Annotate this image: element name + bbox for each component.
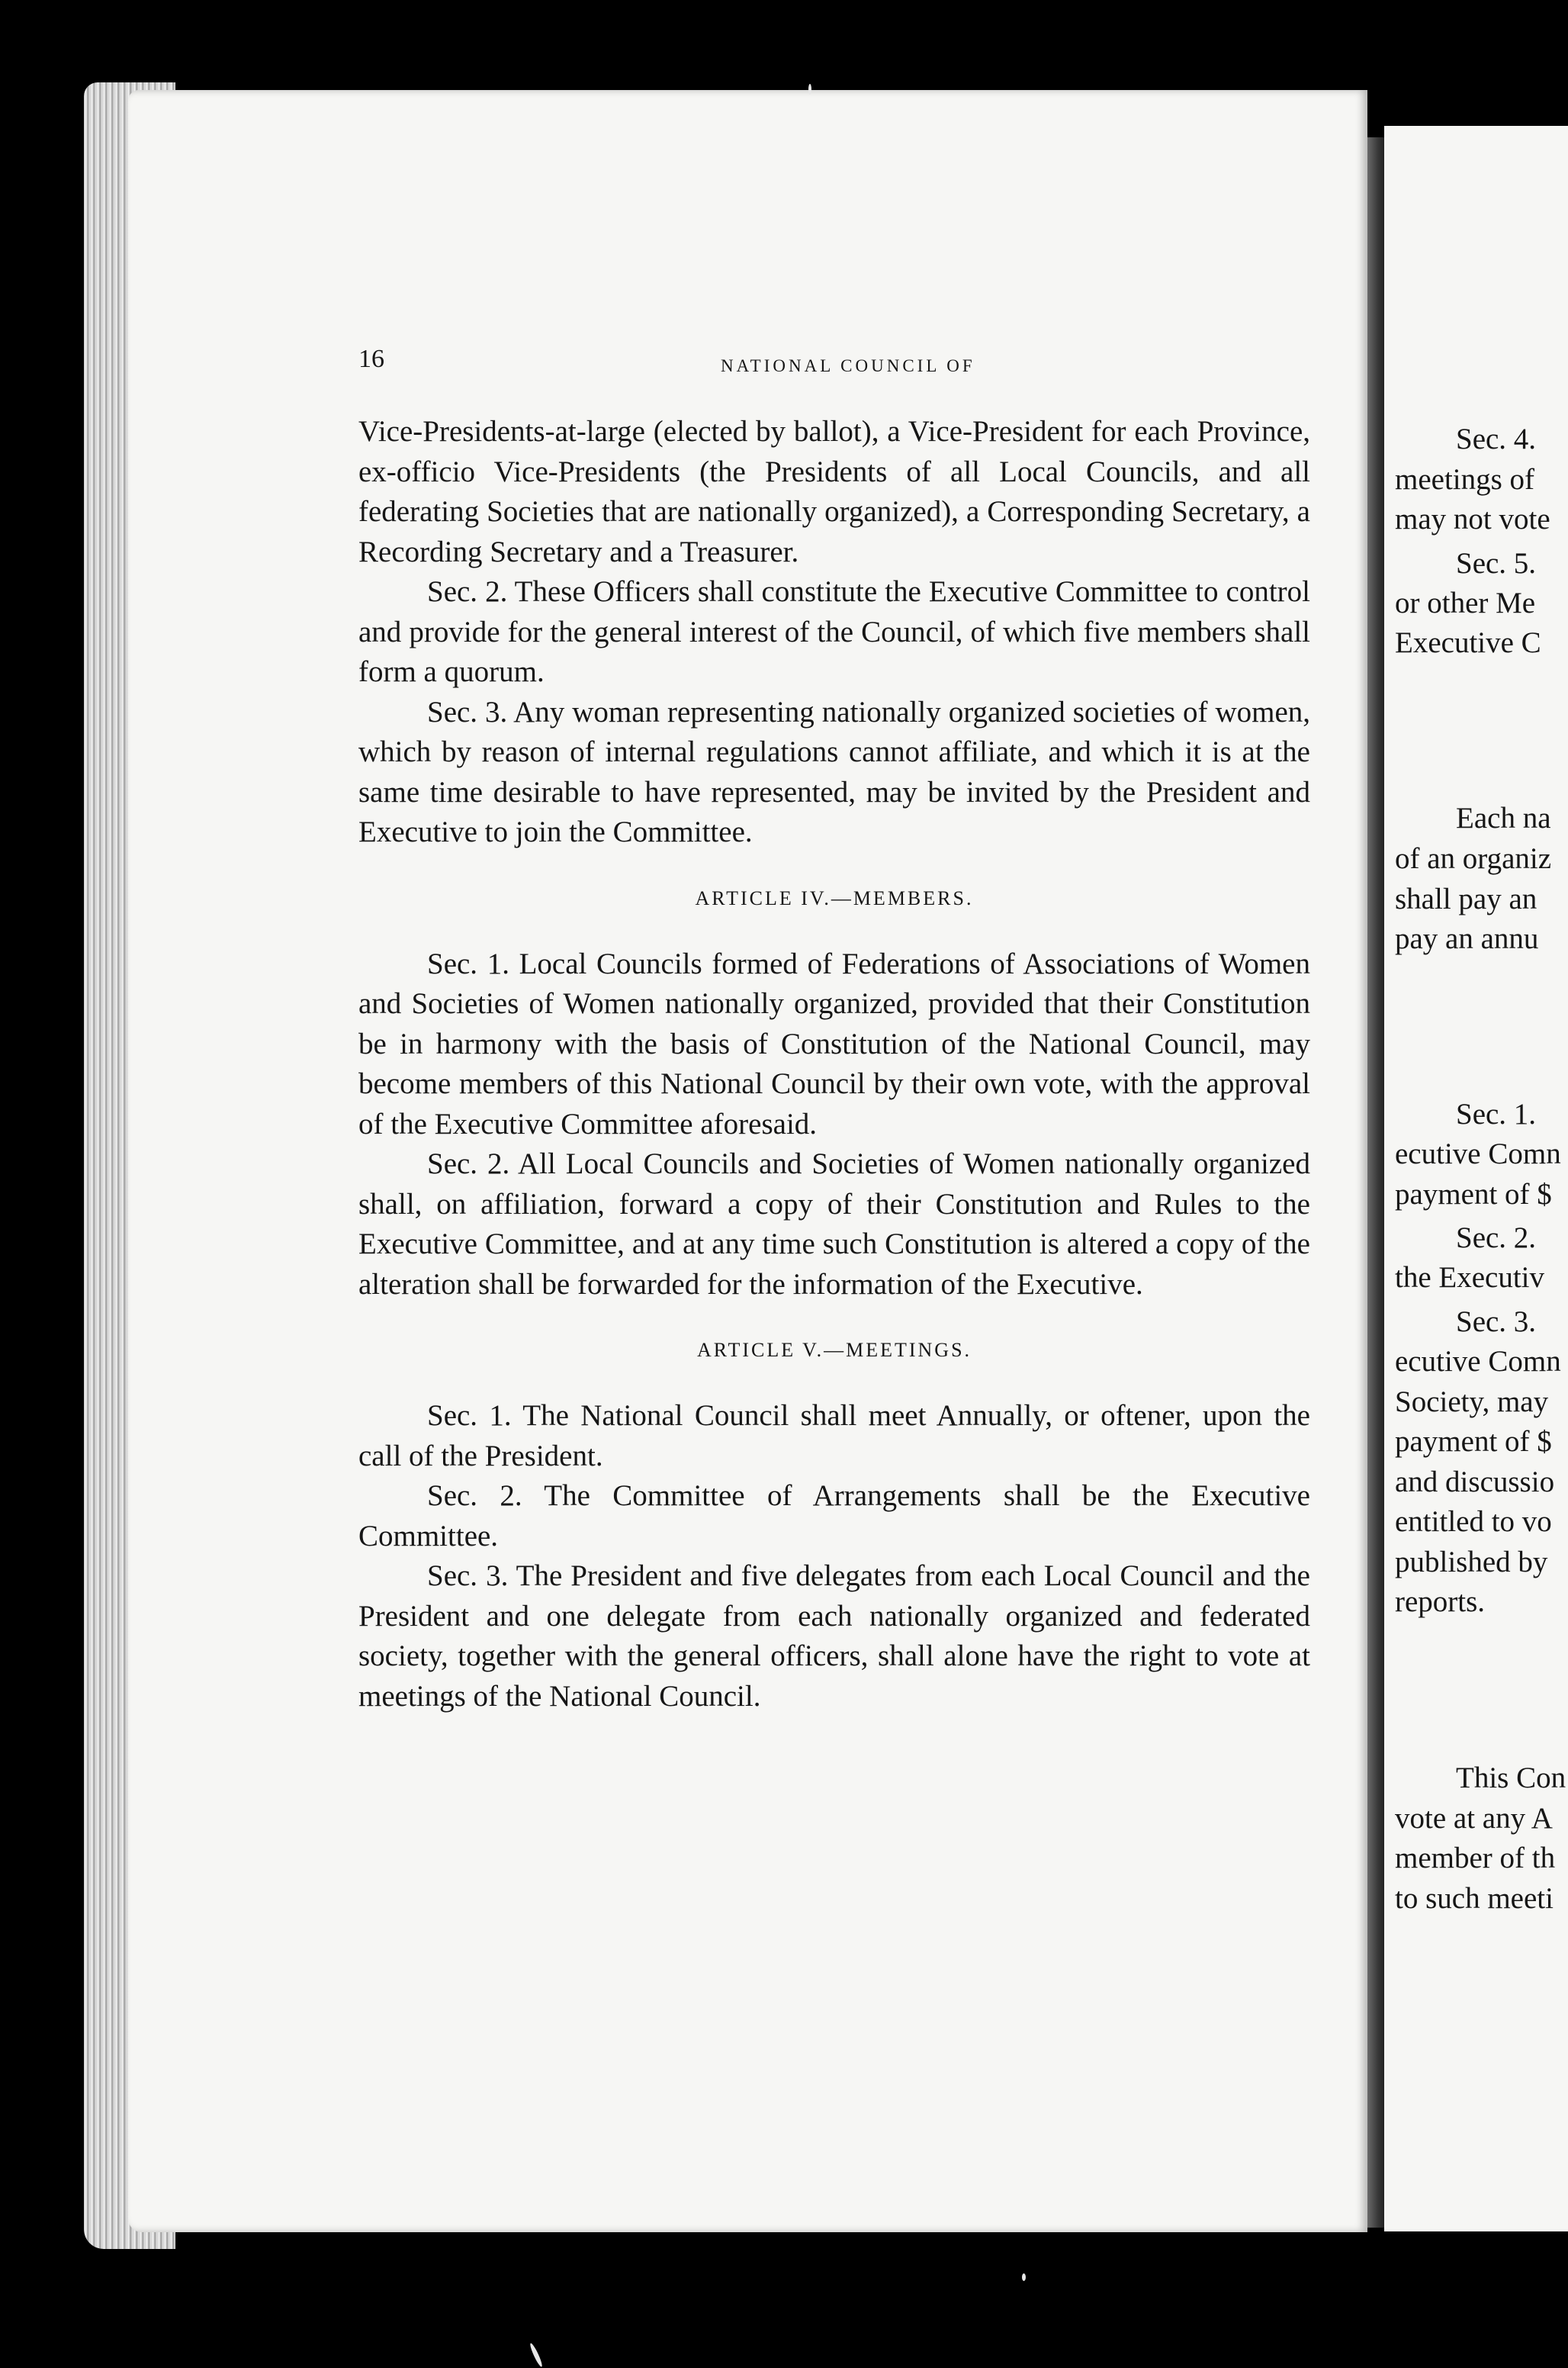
right-page <box>1384 126 1568 2231</box>
article3-sec3: Sec. 3. Any woman representing nationally organized societies of women, which by reason of internal regulations cannot affiliate, and which it is at the same time desirable to have represented, may be invited by the President and Executive to join the Committee. <box>358 695 1310 848</box>
right-line: to such meeti <box>1395 1882 1554 1915</box>
officers-paragraph: Vice-Presidents-at-large (elected by ballot), a Vice-President for each Province, ex-officio Vice-Presidents (the Presidents of all Local Councils, and all federating Societies that are nationally organized), a Corresponding Secretary, a Recording Secretary and a Treasurer. <box>358 415 1310 568</box>
film-speck <box>529 2342 544 2367</box>
right-line: vote at any A <box>1395 1802 1553 1835</box>
film-speck <box>808 84 811 95</box>
page-number: 16 <box>358 345 384 373</box>
right-line: Sec. 4. <box>1456 423 1537 455</box>
article5-sec3: Sec. 3. The President and five delegates from each Local Council and the President and one delegate from each nationally organized and federated society, together with the general officers, shall alone have the right to vote at meetings of the National Council. <box>358 1559 1310 1713</box>
right-line: of an organiz <box>1395 842 1552 875</box>
article5-heading: ARTICLE V.—MEETINGS. <box>696 1339 972 1361</box>
article5-sec2: Sec. 2. The Committee of Arrangements shall be the Executive Committee. <box>358 1479 1310 1552</box>
right-line: pay an annu <box>1395 922 1539 955</box>
right-line: and discussio <box>1395 1466 1555 1498</box>
right-line: Sec. 5. <box>1456 547 1537 580</box>
article3-sec2: Sec. 2. These Officers shall constitute the Executive Committee to control and provide for the general interest of the Council, of which five members shall form a quorum. <box>358 575 1310 688</box>
article4-sec2: Sec. 2. All Local Councils and Societies of Women nationally organized shall, on affiliation, forward a copy of their Constitution and Rules to the Executive Committee, and at any time such Constitution is altered a copy of the alteration shall be forwarded for the information of the Executive. <box>358 1147 1310 1301</box>
right-line: Sec. 2. <box>1456 1221 1537 1254</box>
right-line: meetings of <box>1395 463 1535 496</box>
right-line: or other Me <box>1395 587 1536 619</box>
right-line: Sec. 3. <box>1456 1305 1537 1338</box>
right-line: ecutive Comn <box>1395 1137 1561 1170</box>
right-line: payment of $ <box>1395 1178 1552 1211</box>
article4-sec1: Sec. 1. Local Councils formed of Federations of Associations of Women and Societies of Women nationally organized, provided that their Constitution be in harmony with the basis of Constitution of the National Council, may become members of this National Council by their own vote, with the approval of the Executive Committee aforesaid. <box>358 947 1310 1141</box>
right-line: published by <box>1395 1546 1548 1578</box>
right-line: entitled to vo <box>1395 1505 1552 1538</box>
left-page-body <box>358 412 1310 1716</box>
right-line: reports. <box>1395 1585 1486 1618</box>
right-line: Society, may <box>1395 1385 1549 1418</box>
right-line: shall pay an <box>1395 883 1537 915</box>
right-line: Executive C <box>1395 626 1541 659</box>
article5-sec1: Sec. 1. The National Council shall meet Annually, or oftener, upon the call of the President. <box>358 1399 1310 1472</box>
running-head: NATIONAL COUNCIL OF <box>721 356 975 375</box>
right-line: the Executiv <box>1395 1261 1545 1294</box>
right-line: Each na <box>1456 802 1551 835</box>
right-line: member of th <box>1395 1842 1556 1874</box>
book-gutter <box>1367 137 1384 2228</box>
right-line: This Con <box>1456 1762 1566 1794</box>
film-speck <box>1022 2273 1026 2281</box>
right-line: ecutive Comn <box>1395 1345 1561 1378</box>
right-line: may not vote <box>1395 503 1550 536</box>
right-line: Sec. 1. <box>1456 1098 1537 1131</box>
right-line: payment of $ <box>1395 1425 1552 1458</box>
article4-heading: ARTICLE IV.—MEMBERS. <box>695 886 974 909</box>
